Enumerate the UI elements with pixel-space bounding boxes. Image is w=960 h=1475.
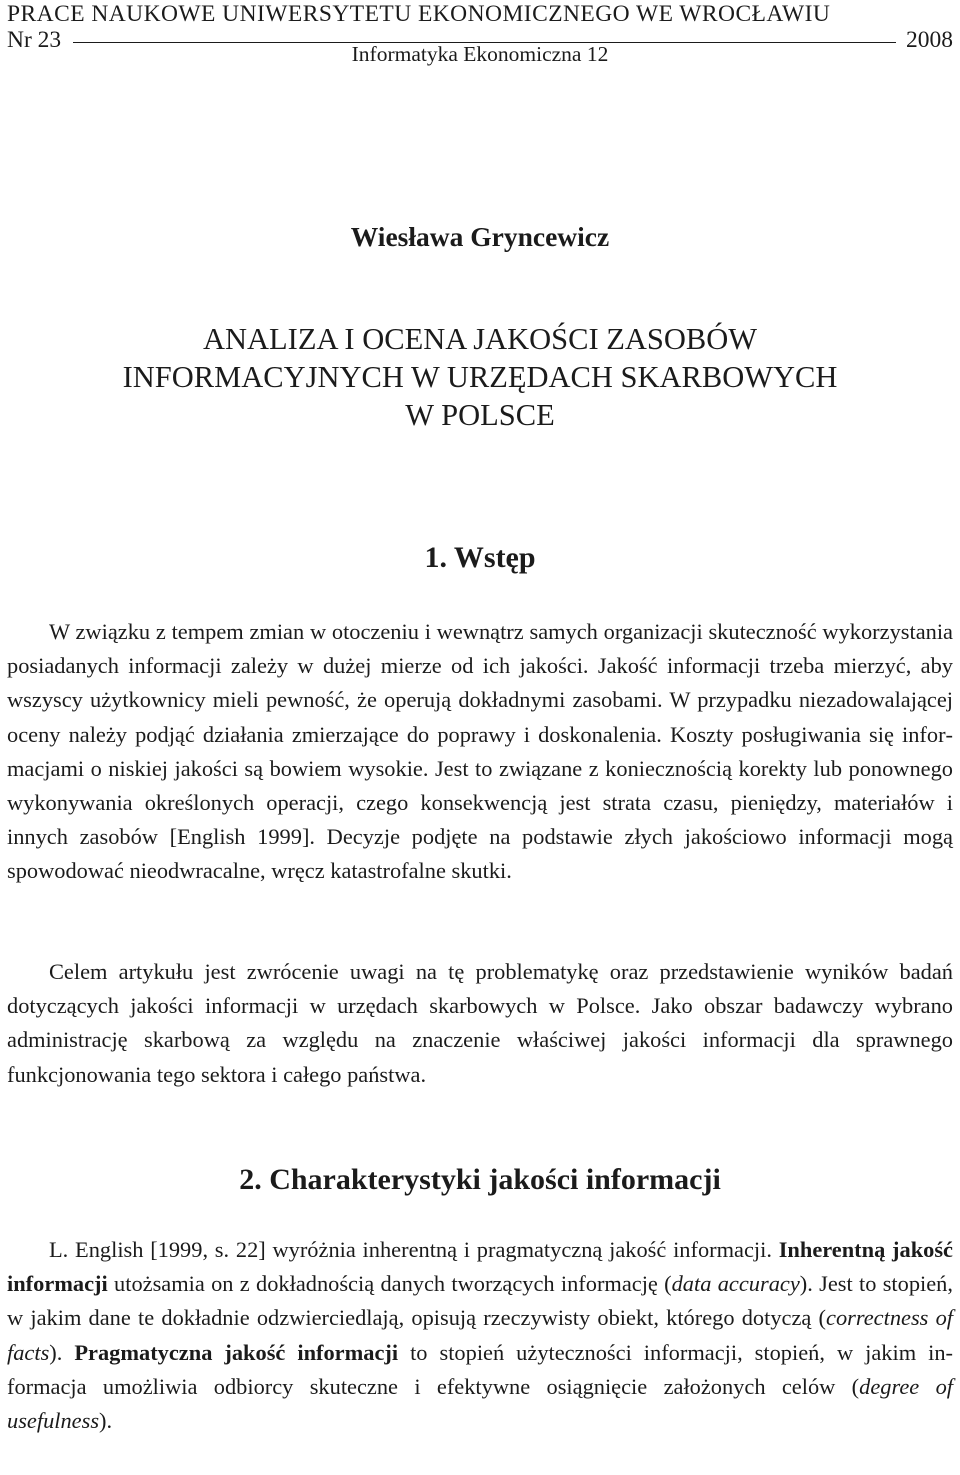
text-run: to stopień użyteczności informacji, stopień, w jakim informacja umożliwia odbiorcy skuteczne i efektywne osiągnięcie założonych celów ( [7, 1339, 953, 1399]
journal-series-title: PRACE NAUKOWE UNIWERSYTETU EKONOMICZNEGO WE WROCŁAWIU [7, 1, 831, 27]
text-run: L. English [1999, s. 22] wyróżnia inherentną i pragmatyczną jakość informacji. [49, 1237, 779, 1262]
article-author: Wiesława Gryncewicz [350, 221, 610, 252]
paragraph: Celem artykułu jest zwrócenie uwagi na tę problematykę oraz przedstawienie wyników badań dotyczących jakości informacji w urzędach skarbowych w Polsce. Jako obszar badawczy wybrano administrację skarbową za względu na znaczenie właściwej jakości informacji dla sprawnego funkcjonowania tego sektora i całego państwa. [7, 959, 953, 1087]
text-run: ). [99, 1408, 113, 1434]
paragraph [7, 1233, 953, 1438]
article-title [0, 320, 960, 434]
bold-term: Pragmatyczna jakość informacji [74, 1339, 399, 1365]
section-heading-introduction: 1. Wstęp [424, 541, 536, 574]
text-run: ). Jest to stopień, w jakim dane te dokładnie odzwierciedlają, opisują rzeczywisty obiekt, którego dotyczą ( [7, 1271, 953, 1331]
title-line: W POLSCE [405, 398, 555, 432]
italic-term: data accuracy [671, 1271, 800, 1297]
issue-year: 2008 [906, 27, 953, 53]
title-line: ANALIZA I OCENA JAKOŚCI ZASOBÓW [202, 322, 758, 356]
paragraph: W związku z tempem zmian w otoczeniu i wewnątrz samych organizacji skuteczność wykorzystania posiadanych informacji zależy w dużej mierze od ich jakości. Jakość informacji trzeba mierzyć, aby wszyscy użytkownicy mieli pewność, że operują dokładnymi zasobami. W przypadku niezadowalającej oceny należy podjąć działania zmierzające do poprawy i doskonalenia. Koszty posługiwania się informacjami o niskiej jakości są bowiem wysokie. Jest to związane z koniecznością korekty lub ponownego wykonywania określonych operacji, czego konsekwencją jest strata czasu, pieniędzy, materiałów i innych zasobów [English 1999]. Decyzje podjęte na podstawie złych jakościowo informacji mogą spowodować nieodwracalne, wręcz katastrofalne skutki. [7, 619, 953, 884]
text-run: ). [49, 1339, 75, 1365]
journal-subseries: Informatyka Ekonomiczna 12 [351, 42, 609, 66]
title-line: INFORMACYJNYCH W URZĘDACH SKARBOWYCH [122, 360, 838, 394]
bold-term: Inherentną jakość informacji [7, 1237, 953, 1297]
text-run: utożsamia on z dokładnością danych tworzących informację ( [107, 1271, 672, 1297]
italic-term: correctness of facts [7, 1305, 953, 1365]
issue-number: Nr 23 [7, 27, 62, 53]
section-heading-characteristics: 2. Charakterystyki jakości informacji [239, 1163, 721, 1196]
italic-term: degree of usefulness [7, 1373, 953, 1434]
